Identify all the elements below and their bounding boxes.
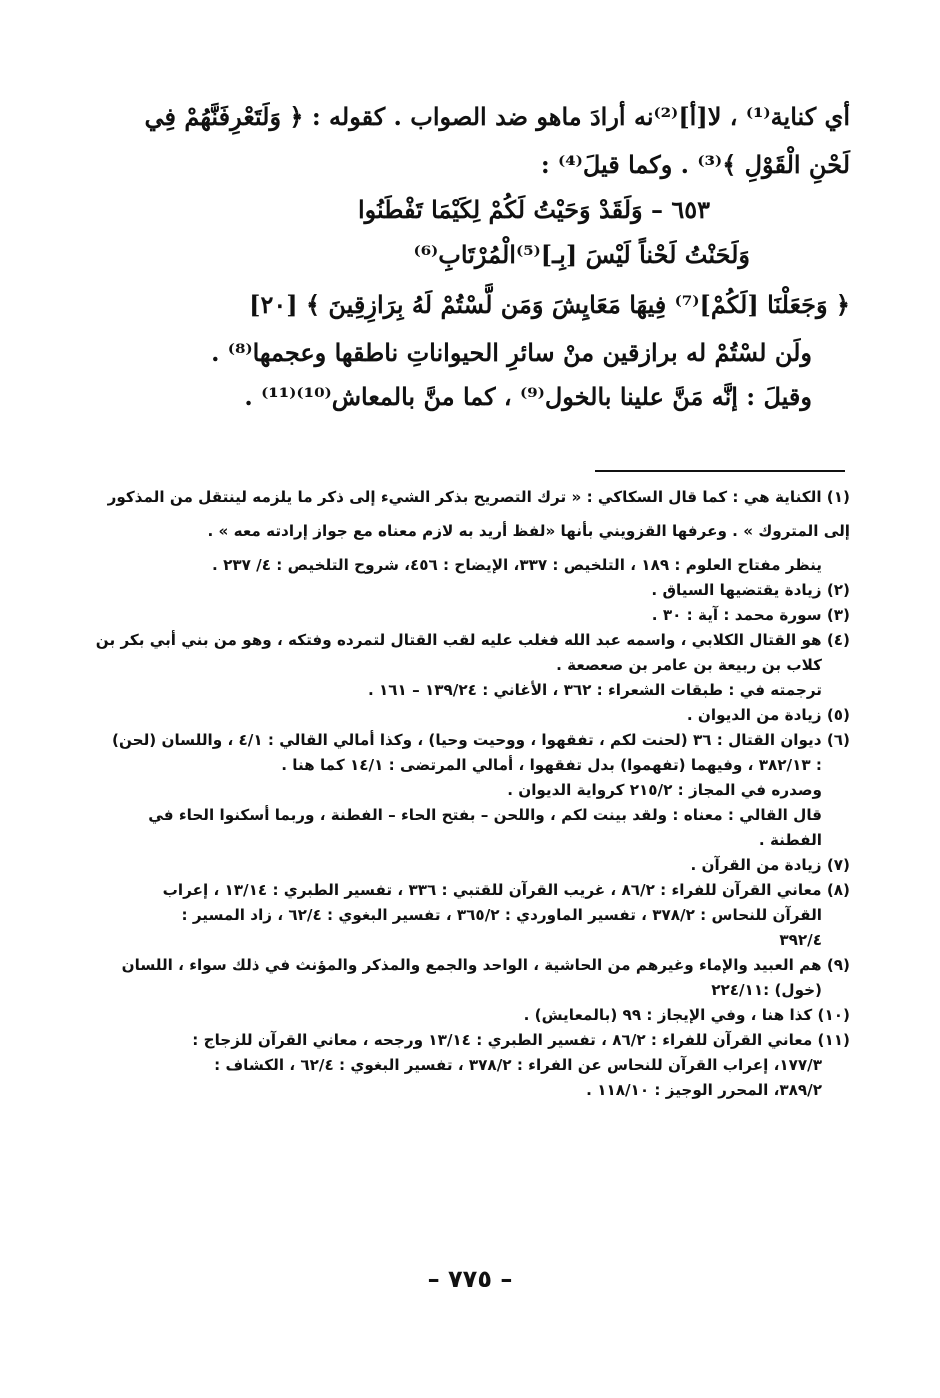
page-number: – ٧٧٥ –: [427, 1265, 513, 1293]
footnote-4-line-3: ترجمته في : طبقات الشعراء : ٣٦٢ ، الأغاني : ١٣٩/٢٤ – ١٦١ .: [367, 681, 822, 699]
footnote-9-line-2: (خول) :٢٢٤/١١: [711, 981, 822, 999]
main-text-line-2: لَحْنِ الْقَوْلِ ﴾⁽³⁾ . وكما قيلَ⁽⁴⁾ :: [540, 150, 850, 179]
footnote-1-line-1: (١) الكناية هي : كما قال السكاكي : « ترك التصريح بذكر الشيء إلى ذكر ما يلزمه لينتقل من المذكور: [107, 488, 850, 506]
footnote-10: (١٠) كذا هنا ، وفي الإيجاز : ٩٩ (بالمعايش) .: [523, 1006, 850, 1024]
footnote-6-line-1: (٦) ديوان القتال : ٣٦ (لحنت لكم ، تفقهوا ، ووحيت وحيا) ، وكذا أمالي القالي : ٤/١ ، واللسان (لحن): [112, 731, 850, 749]
main-text-last-line: وقيلَ : إنَّه مَنَّ علينا بالخول⁽⁹⁾ ، كما منَّ بالمعاش⁽¹⁰⁾⁽¹¹⁾ .: [244, 382, 812, 411]
footnote-7: (٧) زيادة من القرآن .: [690, 856, 850, 874]
footnote-1-line-3: ينظر مفتاح العلوم : ١٨٩ ، التلخيص : ٣٣٧، الإيضاح : ٤٥٦، شروح التلخيص : ٤/ ٢٣٧ .: [212, 556, 822, 574]
quran-verse-line: ﴿ وَجَعَلْنَا [لَكُمْ]⁽⁷⁾ فِيهَا مَعَايِشَ وَمَن لَّسْتُمْ لَهُ بِرَازِقِينَ ﴾ [٢٠]: [249, 290, 850, 319]
footnote-9-line-1: (٩) هم العبيد والإماء وغيرهم من الحاشية ، الواحد والجمع والمذكر والمؤنث في ذلك سواء ، اللسان: [121, 956, 850, 974]
footnote-1-line-2: إلى المتروك » . وعرفها القزويني بأنها «لفظ أريد به لازم معناه مع جواز إرادته معه » .: [207, 522, 850, 540]
footnote-5: (٥) زيادة من الديوان .: [686, 706, 850, 724]
footnotes-section: [90, 485, 850, 1103]
footnote-4-line-1: (٤) هو القتال الكلابي ، واسمه عبد الله فغلب عليه لقب القتال لتمرده وفتكه ، وهو من بني أبي بكر بن: [95, 631, 850, 649]
footnote-6-line-2: : ٣٨٢/١٣ ، وفيهما (تفهموا) بدل تفقهوا ، أمالي المرتضى : ١٤/١ كما هنا .: [281, 756, 822, 774]
footnote-8-line-1: (٨) معاني القرآن للفراء : ٨٦/٢ ، غريب القرآن للقتبي : ٣٣٦ ، تفسير الطبري : ١٣/١٤ ، إعراب: [162, 881, 850, 899]
footnote-2: (٢) زيادة يقتضيها السياق .: [651, 581, 850, 599]
footnote-6-line-3: وصدره في المجاز : ٢١٥/٢ كرواية الديوان .: [507, 781, 822, 799]
footnote-4-line-2: كلاب بن ربيعة بن عامر بن صعصعة .: [556, 656, 822, 674]
footnote-11-line-2: ١٧٧/٣، إعراب القرآن للنحاس عن الفراء : ٣٧٨/٢ ، تفسير البغوي : ٦٢/٤ ، الكشاف :: [214, 1056, 822, 1074]
main-text-line-1: أي كناية⁽¹⁾ ، لا[أ]⁽²⁾نه أرادَ ماهو ضد الصواب . كقوله : ﴿ وَلَتَعْرِفَنَّهُمْ فِي: [144, 102, 850, 131]
footnote-8-line-2: القرآن للنحاس : ٣٧٨/٢ ، تفسير الماوردي : ٣٦٥/٢ ، تفسير البغوي : ٦٢/٤ ، زاد المسير :: [181, 906, 822, 924]
footnote-6-line-5: الفطنة .: [758, 831, 822, 849]
footnote-11-line-1: (١١) معاني القرآن للفراء : ٨٦/٢ ، تفسير الطبري : ١٣/١٤ ورجحه ، معاني القرآن للزجاج :: [192, 1031, 850, 1049]
main-text-line-after-quran: ولَن لسْتُمْ له برازقين منْ سائرِ الحيواناتِ ناطقها وعجمها⁽⁸⁾ .: [211, 338, 812, 367]
verse-line-2: وَلَحَنْتُ لَحْناً لَيْسَ [بِـ]⁽⁵⁾الْمُرْتَابِ⁽⁶⁾: [413, 240, 750, 269]
footnote-3: (٣) سورة محمد : آية : ٣٠ .: [651, 606, 850, 624]
footnote-6-line-4: قال القالي : معناه : ولقد بينت لكم ، واللحن – بفتح الحاء – الفطنة ، وربما أسكنوا الحاء في: [148, 806, 822, 824]
footnote-divider: [595, 470, 845, 472]
verse-line-1: ٦٥٣ – وَلَقَدْ وَحَيْتُ لَكُمْ لِكَيْمَا تَفْطَنُوا: [357, 195, 710, 224]
footnote-8-line-3: ٣٩٢/٤: [779, 931, 822, 949]
footnote-11-line-3: ٣٨٩/٢، المحرر الوجيز : ١١٨/١٠ .: [586, 1081, 822, 1099]
